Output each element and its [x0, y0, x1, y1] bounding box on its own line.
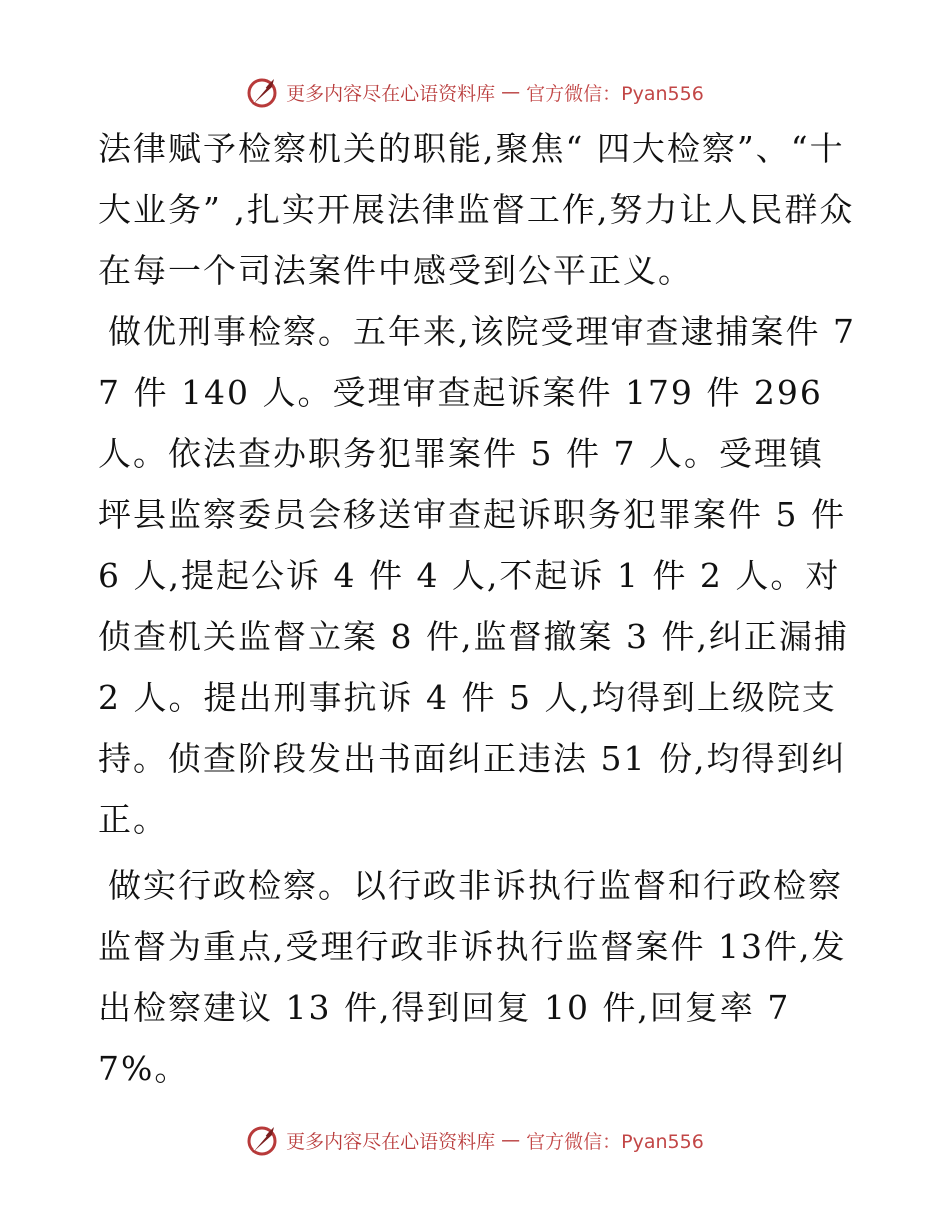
footer-watermark — [0, 1120, 950, 1160]
watermark-contact: 官方微信：Pyan556 — [526, 1130, 704, 1153]
header-watermark — [0, 72, 950, 112]
paragraph-criminal-procuratorial: 做优刑事检察。五年来,该院受理审查逮捕案件 77 件 140 人。受理审查起诉案件 179 件 296 人。依法查办职务犯罪案件 5 件 7 人。受理镇坪县监察委员会移送审查起诉职务犯罪案件 5 件 6 人,提起公诉 4 件 4 人,不起诉 1 件 2 人。对侦查机关监督立案 8 件,监督撤案 3 件,纠正漏捕 2 人。提出刑事抗诉 4 件 5 人,均得到上级院支持。侦查阶段发出书面纠正违法 51 份,均得到纠正。 — [98, 312, 856, 839]
watermark-contact: 官方微信：Pyan556 — [526, 82, 704, 105]
quill-pen-logo-icon — [246, 1123, 280, 1157]
quill-pen-logo-icon — [246, 75, 280, 109]
document-body — [98, 118, 858, 1099]
paragraph-intro: 法律赋予检察机关的职能,聚焦“ 四大检察”、“十大业务” ,扎实开展法律监督工作,努力让人民群众在每一个司法案件中感受到公平正义。 — [98, 129, 855, 290]
watermark-text: 更多内容尽在心语资料库 — [286, 1130, 496, 1153]
paragraph-administrative-procuratorial: 做实行政检察。以行政非诉执行监督和行政检察监督为重点,受理行政非诉执行监督案件 13件,发出检察建议 13 件,得到回复 10 件,回复率 77%。 — [98, 866, 847, 1088]
watermark-separator: — — [501, 81, 521, 103]
watermark-separator: — — [501, 1129, 521, 1151]
watermark-text: 更多内容尽在心语资料库 — [286, 82, 496, 105]
